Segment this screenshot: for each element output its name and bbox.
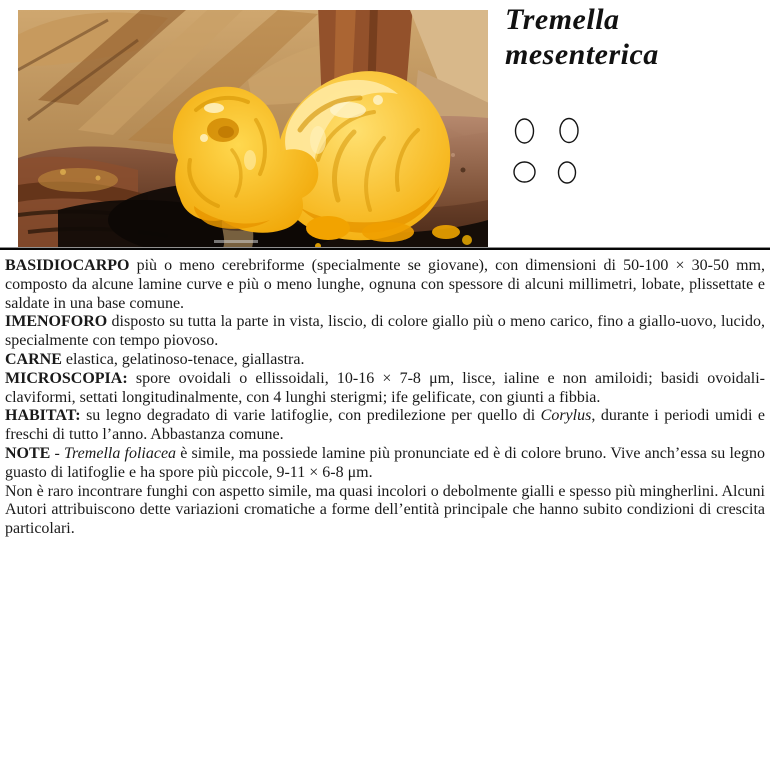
paragraph: CARNE elastica, gelatinoso-tenace, giallastra. xyxy=(5,350,305,368)
paragraph: IMENOFORO disposto su tutta la parte in vista, liscio, di colore giallo più o meno carico, fino a giallo-uovo, lucido, specialmente con tempo piovoso. xyxy=(5,313,765,350)
title-genus: Tremella xyxy=(505,3,620,36)
photo-illustration xyxy=(18,10,488,248)
article-text xyxy=(5,257,765,539)
spore-shape xyxy=(559,162,576,183)
page-title xyxy=(505,2,767,72)
paragraph: BASIDIOCARPO più o meno cerebriforme (specialmente se giovane), con dimensioni di 50-100 × 30-50 mm, composto da alcune lamine curve e più o meno lunghe, ognuna con spessore di alcuni millimetri, lobate, plissettate e saldate in una base comune. xyxy=(5,257,765,312)
section-divider xyxy=(0,247,770,250)
species-photo xyxy=(18,10,488,248)
spore-shape xyxy=(516,119,534,143)
spore-drawings-figure xyxy=(505,110,585,190)
spore-shape xyxy=(560,119,578,143)
paragraph: MICROSCOPIA: spore ovoidali o ellissoidali, 10-16 × 7-8 μm, lisce, ialine e non amiloidi; basidi ovoidali-claviformi, settati longitudinalmente, con 4 lunghi sterigmi; ife gelificate, con giunti a fibbia. xyxy=(5,369,765,406)
paragraph: HABITAT: su legno degradato di varie latifoglie, con predilezione per quello di Corylus, durante i periodi umidi e freschi di tutto l’anno. Abbastanza comune. xyxy=(5,407,765,444)
title-species: mesenterica xyxy=(505,38,659,71)
paragraph: Non è raro incontrare funghi con aspetto simile, ma quasi incolori o debolmente gialli e spesso più mingherlini. Alcuni Autori attribuiscono dette variazioni cromatiche a forme dell’entità principale che hanno subito condizioni di crescita particolari. xyxy=(5,482,765,538)
paragraph: NOTE - Tremella foliacea è simile, ma possiede lamine più pronunciate ed è di colore bruno. Vive anch’essa su legno guasto di latifoglie e ha spore più piccole, 9-11 × 6-8 μm. xyxy=(5,444,765,481)
spore-shape xyxy=(514,162,535,182)
